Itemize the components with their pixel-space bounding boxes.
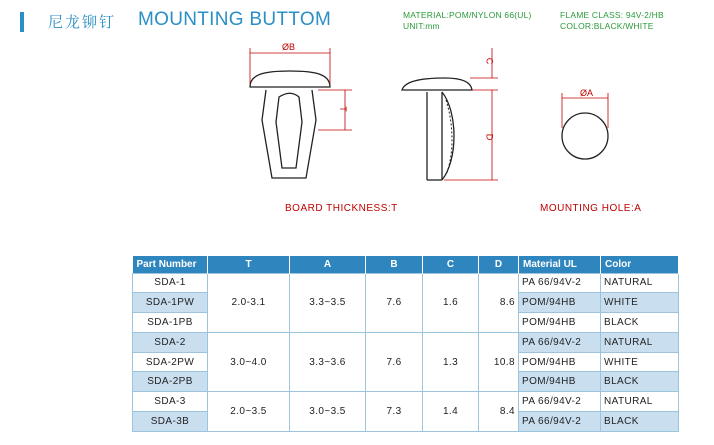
value-a: 3.0~3.5: [290, 392, 366, 432]
header-d: D: [479, 256, 519, 273]
part-number: SDA-1: [133, 273, 208, 293]
color-value: BLACK: [601, 412, 679, 432]
flame-class-spec: FLAME CLASS: 94V-2/HB: [560, 10, 664, 20]
material-ul: POM/94HB: [519, 293, 601, 313]
table-row: [133, 392, 679, 412]
color-value: WHITE: [601, 293, 679, 313]
title-chinese: 尼龙铆钉: [48, 13, 117, 31]
header-part-number: Part Number: [133, 256, 208, 273]
value-a: 3.3~3.5: [290, 273, 366, 332]
mounting-hole-view: [562, 93, 608, 159]
part-number: SDA-1PW: [133, 293, 208, 313]
header-c: C: [423, 256, 479, 273]
part-number: SDA-2: [133, 332, 208, 352]
value-d: 8.6: [479, 273, 519, 332]
color-value: NATURAL: [601, 332, 679, 352]
material-ul: POM/94HB: [519, 352, 601, 372]
material-ul: POM/94HB: [519, 372, 601, 392]
specification-table: [132, 256, 679, 432]
caption-mounting-hole: MOUNTING HOLE:A: [540, 203, 642, 214]
value-t: 2.0~3.5: [208, 392, 290, 432]
dimension-label-a: ØA: [580, 88, 594, 98]
value-b: 7.6: [366, 332, 423, 391]
value-b: 7.3: [366, 392, 423, 432]
table-header-row: [133, 256, 679, 273]
material-ul: PA 66/94V-2: [519, 392, 601, 412]
header-t: T: [208, 256, 290, 273]
caption-board-thickness: BOARD THICKNESS:T: [285, 203, 398, 214]
front-view: [250, 71, 330, 178]
part-number: SDA-2PB: [133, 372, 208, 392]
part-number: SDA-3: [133, 392, 208, 412]
color-value: NATURAL: [601, 392, 679, 412]
part-number: SDA-3B: [133, 412, 208, 432]
color-value: WHITE: [601, 352, 679, 372]
part-number: SDA-2PW: [133, 352, 208, 372]
value-b: 7.6: [366, 273, 423, 332]
header-b: B: [366, 256, 423, 273]
value-c: 1.4: [423, 392, 479, 432]
material-spec: MATERIAL:POM/NYLON 66(UL): [403, 10, 532, 20]
title-english: MOUNTING BUTTOM: [138, 9, 332, 30]
value-a: 3.3~3.6: [290, 332, 366, 391]
unit-spec: UNIT:mm: [403, 21, 440, 31]
side-view: [402, 78, 472, 180]
color-value: BLACK: [601, 313, 679, 333]
color-spec: COLOR:BLACK/WHITE: [560, 21, 654, 31]
value-c: 1.6: [423, 273, 479, 332]
header-a: A: [290, 256, 366, 273]
dimension-label-b: ØB: [282, 42, 296, 52]
table-row: [133, 273, 679, 293]
color-value: NATURAL: [601, 273, 679, 293]
value-d: 10.8: [479, 332, 519, 391]
value-t: 2.0-3.1: [208, 273, 290, 332]
header-color: Color: [601, 256, 679, 273]
dimension-label-t: T: [337, 106, 348, 112]
dimension-label-d: D: [484, 133, 495, 141]
material-ul: PA 66/94V-2: [519, 412, 601, 432]
table-row: [133, 332, 679, 352]
header-material: Material UL: [519, 256, 601, 273]
color-value: BLACK: [601, 372, 679, 392]
material-ul: PA 66/94V-2: [519, 273, 601, 293]
value-t: 3.0~4.0: [208, 332, 290, 391]
value-d: 8.4: [479, 392, 519, 432]
dimension-label-c: C: [484, 57, 495, 65]
part-number: SDA-1PB: [133, 313, 208, 333]
material-ul: POM/94HB: [519, 313, 601, 333]
material-ul: PA 66/94V-2: [519, 332, 601, 352]
value-c: 1.3: [423, 332, 479, 391]
